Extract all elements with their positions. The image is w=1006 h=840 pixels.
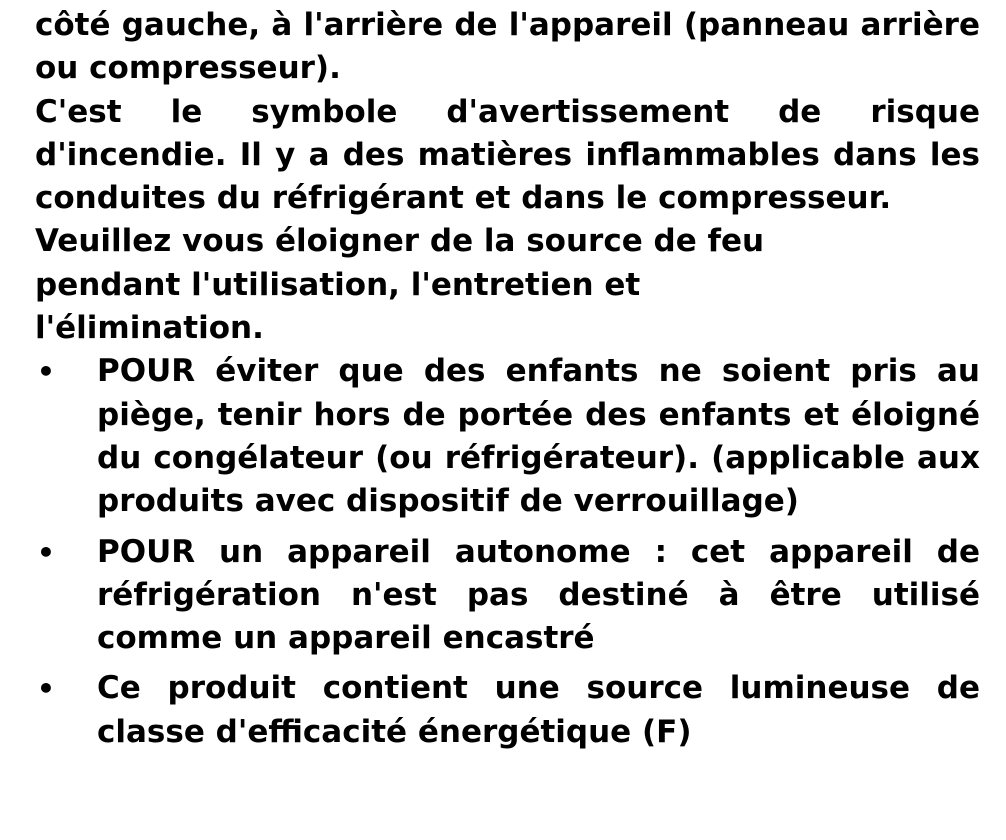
list-item-text: POUR un appareil autonome : cet appareil de réfrigération n'est pas destiné à être utilisé comme un appareil encastré (97, 533, 980, 657)
list-item (35, 531, 980, 661)
list-item-text: POUR éviter que des enfants ne soient pris au piège, tenir hors de portée des enfants et éloigné du congélateur (ou réfrigérateur). (applicable aux produits avec dispositif de verrouillage) (97, 353, 980, 520)
bullet-icon: • (37, 672, 55, 706)
list-item-text: Ce produit contient une source lumineuse de classe d'efficacité énergétique (F) (97, 670, 980, 750)
document-page (35, 4, 980, 754)
bullet-list (35, 350, 980, 754)
paragraph-fire-distance: Veuillez vous éloigner de la source de feu pendant l'utilisation, l'entretien et l'élimination. (35, 223, 765, 347)
paragraph-fire-warning: C'est le symbole d'avertissement de risque d'incendie. Il y a des matières inflammables dans les conduites du réfrigérant et dans le compresseur. (35, 93, 980, 217)
list-item (35, 667, 980, 754)
bullet-icon: • (37, 535, 55, 569)
list-item (35, 350, 980, 523)
bullet-icon: • (37, 355, 55, 389)
paragraph-location: côté gauche, à l'arrière de l'appareil (panneau arrière ou compresseur). (35, 7, 980, 87)
